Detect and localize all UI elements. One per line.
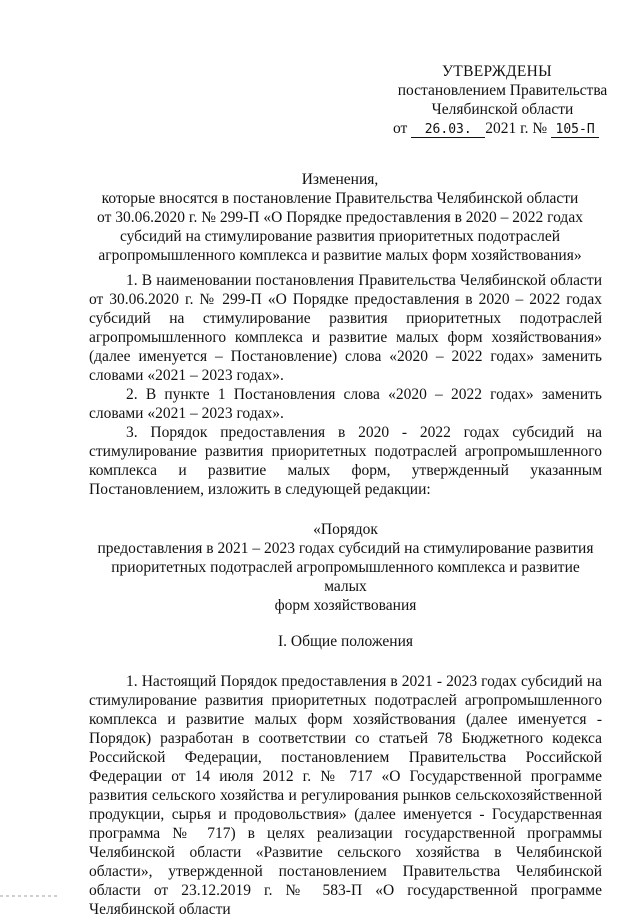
title-line-1: Изменения, (301, 171, 379, 188)
scan-artifact (0, 895, 60, 897)
document-number: 105-П (551, 123, 599, 138)
date-year: 2021 г. № (485, 120, 548, 137)
item-3: 3. Порядок предоставления в 2020 - 2022 годах субсидий на стимулирование развития приоритетных подотраслей агропромышленного комплекса и развитие малых форм, утвержденный указанным Постановлением, изложить в следующей редакции: (89, 424, 602, 498)
title-line-2: которые вносятся в постановление Правительства Челябинской области (101, 190, 579, 207)
approval-block (395, 62, 610, 138)
approval-line-1: постановлением Правительства (397, 82, 608, 99)
approval-line-2: Челябинской области (431, 101, 574, 118)
date-prefix: от (393, 120, 408, 137)
date-value: 26.03. (411, 123, 485, 138)
item-1: 1. В наименовании постановления Правительства Челябинской области от 30.06.2020 г. № 299-П «О Порядке предоставления в 2020 – 2022 годах субсидий на стимулирование развития приоритетных подотраслей агропромышленного комплекса и развитие малых форм хозяйствования» (далее именуется – Постановление) слова «2020 – 2022 годах» заменить словами «2021 – 2023 годах». (89, 272, 602, 384)
order-heading-line-1: «Порядок (313, 521, 378, 538)
document-body (89, 271, 602, 919)
title-line-3: от 30.06.2020 г. № 299-П «О Порядке предоставления в 2020 – 2022 годах (97, 209, 583, 226)
section-title-block (89, 632, 602, 651)
order-heading (89, 520, 602, 615)
order-heading-line-2: предоставления в 2021 – 2023 годах субсидий на стимулирование развития (97, 540, 594, 557)
item-2: 2. В пункте 1 Постановления слова «2020 – 2022 годах» заменить словами «2021 – 2023 годах». (89, 386, 602, 422)
title-line-5: агропромышленного комплекса и развитие малых форм хозяйствования» (98, 247, 582, 264)
section-title: I. Общие положения (277, 633, 414, 650)
order-heading-line-4: форм хозяйствования (274, 597, 417, 614)
title-line-4: субсидий на стимулирование развития приоритетных подотраслей (119, 228, 561, 245)
section-paragraph-1: 1. Настоящий Порядок предоставления в 2021 - 2023 годах субсидий на стимулирование развития приоритетных подотраслей агропромышленного комплекса и развитие малых форм хозяйствования (далее именуется - Порядок) разработан в соответствии со статьей 78 Бюджетного кодекса Российской Федерации, постановлением Правительства Российской Федерации от 14 июля 2012 г. № 717 «О Государственной программе развития сельского хозяйства и регулирования рынков сельскохозяйственной продукции, сырья и продовольствия» (далее именуется - Государственная программа № 717) в целях реализации государственной программы Челябинской области «Развитие сельского хозяйства в Челябинской области», утвержденной постановлением Правительства Челябинской области от 23.12.2019 г. № 583-П «О государственной программе Челябинской области (89, 673, 602, 918)
approval-title: УТВЕРЖДЕНЫ (442, 63, 552, 80)
document-title (70, 170, 610, 265)
order-heading-line-3: приоритетных подотраслей агропромышленного комплекса и развитие малых (111, 559, 580, 595)
approval-date-line (393, 119, 610, 138)
